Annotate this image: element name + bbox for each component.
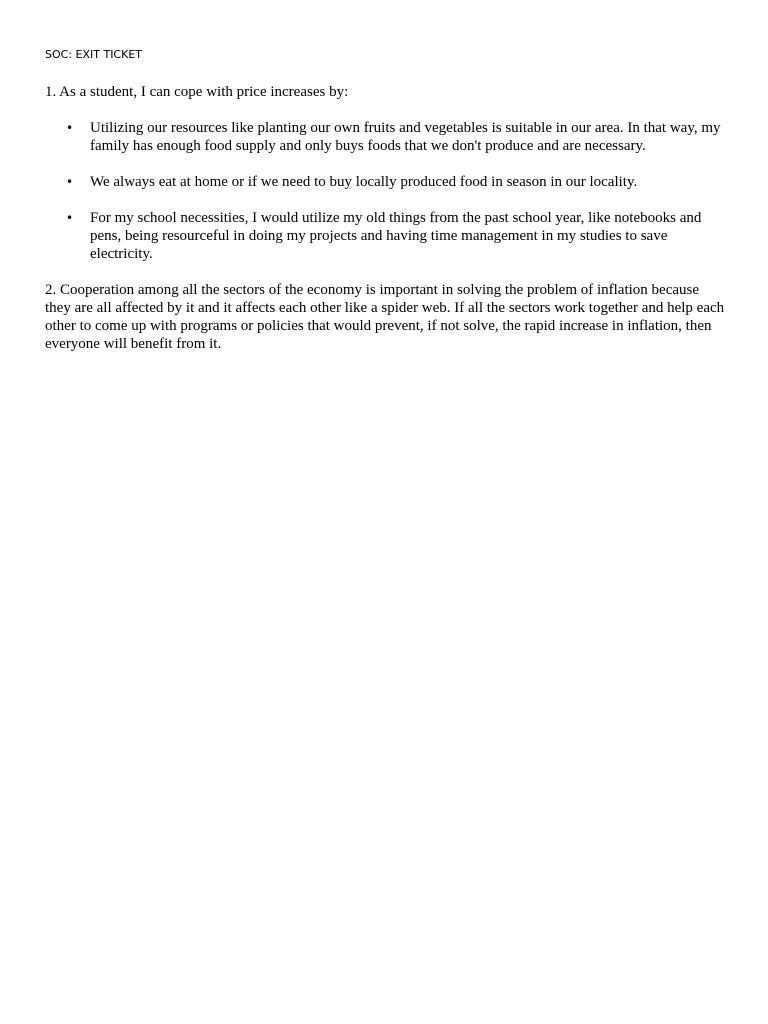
answer-bullet-list <box>45 119 725 263</box>
question-2-text: 2. Cooperation among all the sectors of the economy is important in solving the problem of inflation because they are all affected by it and it affects each other like a spider web. If all the sectors work together and help each other to come up with programs or policies that would prevent, if not solve, the rapid increase in inflation, then everyone will benefit from it. <box>45 282 725 352</box>
list-item <box>45 119 725 155</box>
bullet-text: For my school necessities, I would utilize my old things from the past school year, like notebooks and pens, being resourceful in doing my projects and having time management in my studies to save electricity. <box>90 210 702 262</box>
document-body <box>45 83 725 353</box>
bullet-icon: • <box>66 175 74 189</box>
document-header: SOC: EXIT TICKET <box>45 48 142 61</box>
bullet-icon: • <box>66 211 74 225</box>
list-item <box>45 173 725 191</box>
bullet-text: We always eat at home or if we need to buy locally produced food in season in our locality. <box>90 174 638 190</box>
bullet-icon: • <box>66 121 74 135</box>
bullet-text: Utilizing our resources like planting our own fruits and vegetables is suitable in our area. In that way, my family has enough food supply and only buys foods that we don't produce and are necessary. <box>90 120 721 154</box>
question-1-text: 1. As a student, I can cope with price increases by: <box>45 84 349 100</box>
list-item <box>45 209 725 263</box>
